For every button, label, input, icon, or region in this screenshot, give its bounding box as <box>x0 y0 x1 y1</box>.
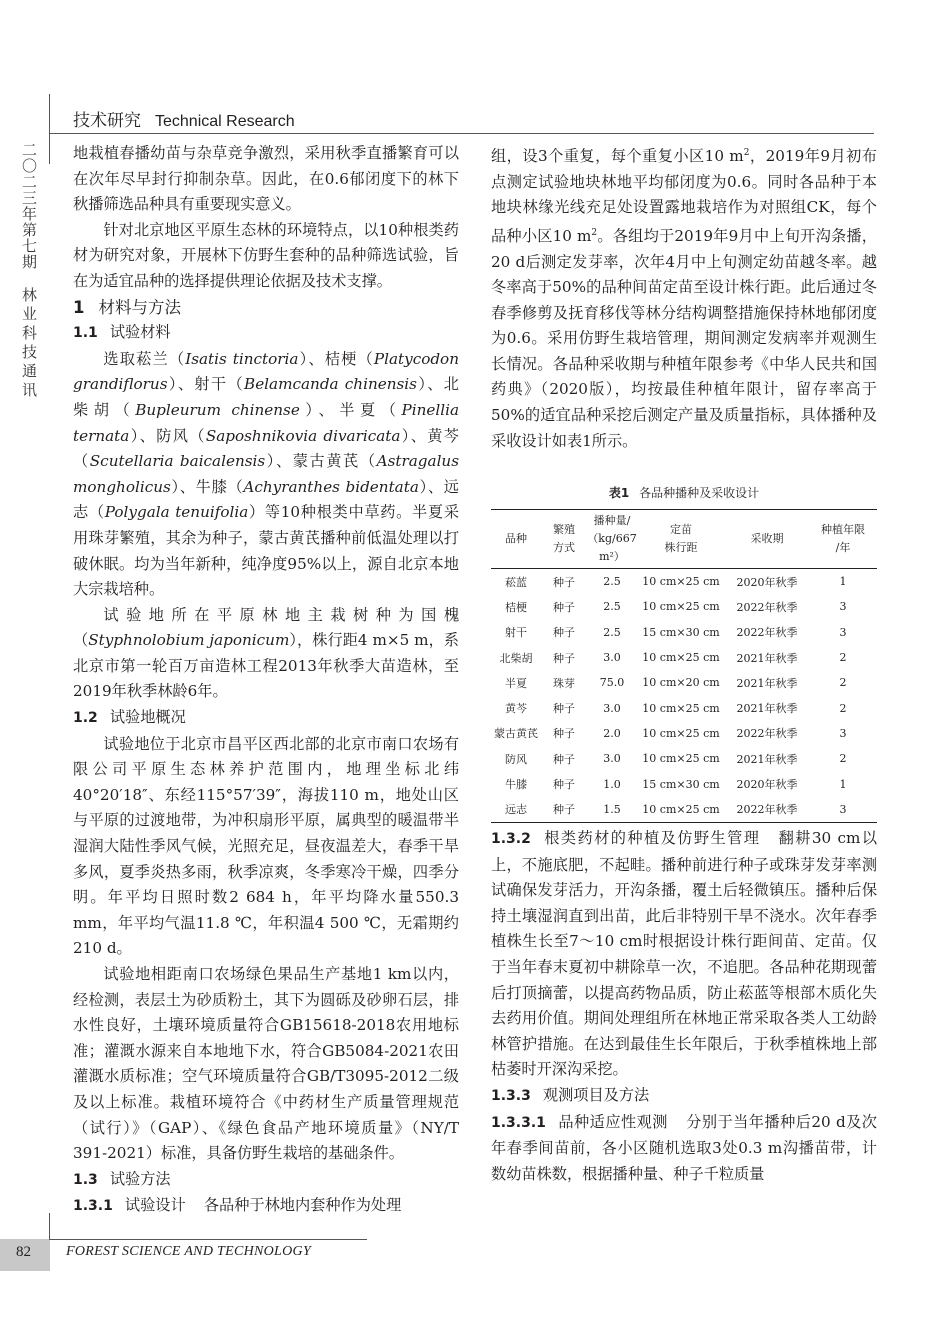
footer-divider <box>49 1239 367 1240</box>
paragraph: 1.3.2 根类药材的种植及仿野生管理 翻耕30 cm以上，不施底肥，不起畦。播种前进行种子或珠芽发芽率测试确保发芽活力，开沟条播，覆土后轻微镇压。播种后保持土壤湿润直到出苗，此后非特别干旱不浇水。次年春季植株生长至7～10 cm时根据设计株行距间苗、定苗。仅于当年春末夏初中耕除草一次，不追肥。各品种花期现蕾后打顶摘蕾，以提高药物品质，防止菘蓝等根部木质化失去药用价值。期间处理组所在林地正常采取各类人工幼龄林管护措施。在达到最佳生长年限后，于秋季植株地上部枯萎时开深沟采挖。 <box>491 829 878 1079</box>
paragraph: 试验地相距南口农场绿色果品生产基地1 km以内，经检测，表层土为砂质粉土，其下为圆砾及砂卵石层，排水性良好，土壤环境质量符合GB15618-2018农用地标准；灌溉水源来自本地地下水，符合GB5084-2021农田灌溉水质标准；空气环境质量符合GB/T3095-2012二级及以上标准。栽植环境符合《中药材生产质量管理规范（试行）》（GAP）、《绿色食品产地环境质量》（NY/T 391-2021）标准，具备仿野生栽培的基础条件。 <box>73 965 459 1163</box>
right-column-bottom <box>491 826 877 1187</box>
footer-journal-title: FOREST SCIENCE AND TECHNOLOGY <box>66 1244 312 1259</box>
col-header-harvest: 采收期 <box>725 510 809 569</box>
table-row: 防风 种子 3.0 10 cm×25 cm 2021年秋季 2 <box>505 752 847 766</box>
paragraph: 组，设3个重复，每个重复小区10 $m^2$，2019年9月初布点测定试验地块林地平均郁闭度为0.6。同时各品种于本地块林缘光线充足处设置露地栽培作为对照组CK，每个品种小区10 $m^2$。各组均于2019年9月中上旬开沟条播，20 d后测定发芽率，次年4月中上旬测定幼苗越冬率。越冬率高于50%的品种间苗定苗至设计株行距。此后通过冬春季修剪及抚育移伐等林分结构调整措施保持林地郁闭度为0.6。采用仿野生栽培管理，期间测定发病率并观测生长情况。各品种采收期与种植年限参考《中华人民共和国药典》（2020版），均按最佳种植年限计，留存率高于50%的适宜品种采挖后测定产量及质量指标，具体播种及采收设计如表1所示。 <box>491 147 877 450</box>
header-divider <box>49 133 874 134</box>
subsubsection-heading: 1.3.3 观测项目及方法 <box>491 1085 650 1104</box>
table-row: 黄芩 种子 3.0 10 cm×25 cm 2021年秋季 2 <box>505 701 847 716</box>
table-row: 远志 种子 1.5 10 cm×25 cm 2022年秋季 3 <box>491 797 877 823</box>
col-header-species: 品种 <box>491 510 541 569</box>
paragraph: 试验地所在平原林地主栽树种为国槐（Styphnolobium japonicum），株行距4 m×5 m，系北京市第一轮百万亩造林工程2013年秋季大苗造林，至2019年秋季林龄6年。 <box>73 605 459 701</box>
table-row: 北柴胡 种子 3.0 10 cm×25 cm 2021年秋季 2 <box>499 651 847 665</box>
left-column <box>73 141 459 1220</box>
section-header <box>73 106 295 131</box>
paragraph: 1.3.1 试验设计 各品种于林地内套种作为处理 <box>73 1196 402 1215</box>
margin-rule-top <box>49 94 50 164</box>
table-caption: 表1 各品种播种及采收设计 <box>608 486 760 500</box>
section-header-cn: 技术研究 <box>73 111 141 131</box>
table-row: 半夏 珠芽 75.0 10 cm×20 cm 2021年秋季 2 <box>505 676 847 690</box>
section-heading: 1 材料与方法 <box>73 297 181 317</box>
table-row: 桔梗 种子 2.5 10 cm×25 cm 2022年秋季 3 <box>505 600 847 614</box>
section-header-en: Technical Research <box>155 113 295 130</box>
subsection-heading: 1.2 试验地概况 <box>73 708 186 727</box>
col-header-years: 种植年限 /年 <box>809 510 877 569</box>
table-row: 射干 种子 2.5 15 cm×30 cm 2022年秋季 3 <box>505 625 847 640</box>
paragraph: 针对北京地区平原生态林的环境特点，以10种根类药材为研究对象，开展林下仿野生套种的品种筛选试验，旨在为适宜品种的选择提供理论依据及技术支撑。 <box>73 220 459 290</box>
paragraph: 1.3.3.1 品种适应性观测 分别于当年播种后20 d及次年春季间苗前，各小区随机选取3处0.3 m沟播苗带，计数幼苗株数，根据播种量、种子千粒质量 <box>491 1112 877 1183</box>
col-header-rate: 播种量/ （kg/667 m²） <box>587 510 637 569</box>
paragraph: 试验地位于北京市昌平区西北部的北京市南口农场有限公司平原生态林养护范围内，地理坐标北纬40°20′18″、东经115°57′39″，海拔110 m，地处山区与平原的过渡地带，为冲积扇形平原，属典型的暖温带半湿润大陆性季风气候，光照充足，昼夜温差大，春季干旱多风，夏季炎热多雨，秋季凉爽，冬季寒冷干燥，四季分明。年平均日照时数2 684 h，年平均降水量550.3 mm，年平均气温11.8 ℃，年积温4 500 ℃，无霜期约210 d。 <box>73 734 459 958</box>
right-column-top <box>491 141 877 454</box>
page-number: 82 <box>16 1244 31 1260</box>
paragraph-species-list: 选取菘兰（Isatis tinctoria）、桔梗（Platycodon grandiflorus）、射干（Belamcanda chinensis）、北柴胡（Bupleurum chinense）、半夏（Pinellia ternata）、防风（Saposhnikovia divaricata）、黄芩（Scutellaria baicalensis）、蒙古黄芪（Astragalus mongholicus）、牛膝（Achyranthes bidentata）、远志（Polygala tenuifolia）等10种根类中草药。半夏采用珠芽繁殖，其余为种子，蒙古黄芪播种前低温处理以打破休眠。均为当年新种，纯净度95%以上，源自北京本地大宗栽培种。 <box>73 349 460 599</box>
journal-name-vertical: 林业科技通讯 <box>20 287 38 401</box>
design-table <box>491 509 877 823</box>
paragraph: 地栽植春播幼苗与杂草竞争激烈，采用秋季直播繁育可以在次年尽早封行抑制杂草。因此，在0.6郁闭度下的林下秋播筛选品种具有重要现实意义。 <box>73 144 459 214</box>
issue-label: 二〇二三年第七期 <box>20 142 38 270</box>
subsection-heading: 1.1 试验材料 <box>73 323 171 342</box>
table-row: 菘蓝 种子 2.5 10 cm×25 cm 2020年秋季 1 <box>505 575 847 589</box>
table-row: 蒙古黄芪 种子 2.0 10 cm×25 cm 2022年秋季 3 <box>494 726 847 741</box>
subsection-heading: 1.3 试验方法 <box>73 1169 171 1188</box>
col-header-spacing: 定苗 株行距 <box>637 510 725 569</box>
table-row: 牛膝 种子 1.0 15 cm×30 cm 2020年秋季 1 <box>505 777 847 792</box>
col-header-method: 繁殖 方式 <box>541 510 587 569</box>
